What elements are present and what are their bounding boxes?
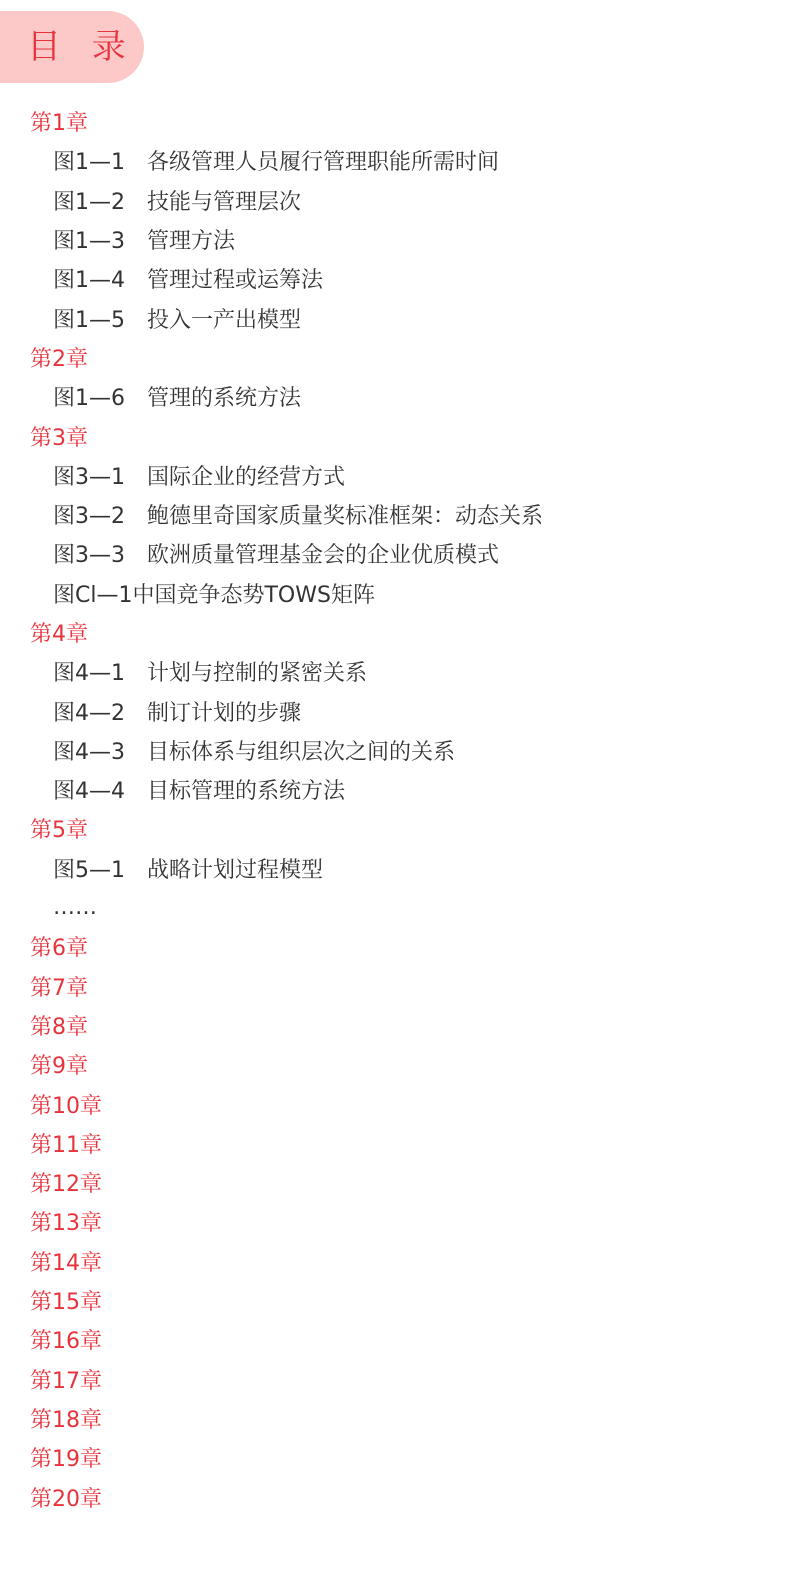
figure-title: 管理过程或运筹法 — [147, 268, 324, 294]
figure-number: 图5—1 — [53, 857, 125, 883]
toc-figure-item[interactable] — [0, 652, 790, 691]
chapter-label: 第10章 — [30, 1093, 102, 1119]
chapter-label: 第1章 — [30, 111, 88, 137]
chapter-label: 第11章 — [30, 1132, 102, 1158]
chapter-label: 第6章 — [30, 936, 88, 962]
toc-chapter-item[interactable] — [0, 1360, 790, 1399]
toc-figure-item[interactable] — [0, 181, 790, 220]
figure-number: 图1—3 — [53, 229, 125, 255]
toc-chapter-item[interactable] — [0, 338, 790, 377]
chapter-label: 第3章 — [30, 425, 88, 451]
toc-figure-item[interactable] — [0, 495, 790, 534]
figure-number: 图4—1 — [53, 661, 125, 687]
chapter-label: 第17章 — [30, 1368, 102, 1394]
ellipsis-text: …… — [53, 895, 97, 921]
chapter-label: 第15章 — [30, 1290, 102, 1316]
toc-chapter-item[interactable] — [0, 1242, 790, 1281]
toc-figure-item[interactable] — [0, 259, 790, 298]
toc-figure-item[interactable] — [0, 377, 790, 416]
chapter-label: 第4章 — [30, 622, 88, 647]
figure-title: 国际企业的经营方式 — [147, 464, 346, 490]
figure-title: 目标体系与组织层次之间的关系 — [147, 739, 456, 765]
toc-figure-item[interactable] — [0, 298, 790, 337]
figure-title: 管理方法 — [147, 229, 236, 255]
toc-figure-item[interactable] — [0, 849, 790, 888]
toc-figure-item[interactable] — [0, 574, 790, 613]
toc-chapter-item[interactable] — [0, 1163, 790, 1202]
figure-number: 图1—4 — [53, 268, 125, 294]
toc-figure-item[interactable] — [0, 731, 790, 770]
toc-chapter-item[interactable] — [0, 1124, 790, 1163]
figure-number: 图1—6 — [53, 386, 125, 412]
figure-title: 管理的系统方法 — [147, 386, 302, 412]
toc-chapter-item[interactable] — [0, 967, 790, 1006]
chapter-label: 第14章 — [30, 1250, 102, 1276]
figure-title: 制订计划的步骤 — [147, 700, 302, 726]
toc-figure-item[interactable] — [0, 141, 790, 180]
figure-number: 图1—2 — [53, 189, 125, 215]
toc-chapter-item[interactable] — [0, 1202, 790, 1241]
figure-number: 图4—4 — [53, 779, 125, 805]
figure-title: 计划与控制的紧密关系 — [147, 661, 368, 687]
toc-chapter-item[interactable] — [0, 1045, 790, 1084]
toc-chapter-item[interactable] — [0, 1281, 790, 1320]
toc-ellipsis — [0, 888, 790, 927]
chapter-label: 第7章 — [30, 975, 88, 1001]
figure-title: 中国竞争态势TOWS矩阵 — [132, 582, 375, 608]
toc-figure-item[interactable] — [0, 220, 790, 259]
chapter-label: 第12章 — [30, 1172, 102, 1198]
toc-figure-item[interactable] — [0, 770, 790, 809]
toc-chapter-item[interactable] — [0, 613, 790, 652]
chapter-label: 第2章 — [30, 346, 88, 372]
figure-number: 图1—1 — [53, 150, 125, 176]
figure-title: 欧洲质量管理基金会的企业优质模式 — [147, 543, 500, 569]
chapter-label: 第13章 — [30, 1211, 102, 1237]
figure-number: 图1—5 — [53, 307, 125, 333]
chapter-label: 第20章 — [30, 1486, 102, 1512]
toc-chapter-item[interactable] — [0, 1438, 790, 1477]
toc-chapter-item[interactable] — [0, 1084, 790, 1123]
chapter-label: 第18章 — [30, 1407, 102, 1433]
figure-title: 技能与管理层次 — [147, 189, 302, 215]
toc-title: 目 录 — [27, 27, 136, 67]
toc-chapter-item[interactable] — [0, 416, 790, 455]
toc-figure-item[interactable] — [0, 534, 790, 573]
figure-title: 鲍德里奇国家质量奖标准框架：动态关系 — [147, 504, 544, 530]
toc-figure-item[interactable] — [0, 456, 790, 495]
chapter-label: 第19章 — [30, 1447, 102, 1473]
toc-chapter-item[interactable] — [0, 1399, 790, 1438]
figure-number: 图3—3 — [53, 543, 125, 569]
figure-number: 图3—1 — [53, 464, 125, 490]
toc-chapter-item[interactable] — [0, 927, 790, 966]
toc-figure-item[interactable] — [0, 691, 790, 730]
figure-number: 图3—2 — [53, 504, 125, 530]
chapter-label: 第9章 — [30, 1054, 88, 1080]
chapter-label: 第16章 — [30, 1329, 102, 1355]
toc-chapter-item[interactable] — [0, 102, 790, 141]
figure-title: 投入一产出模型 — [147, 307, 302, 333]
figure-number: 图4—3 — [53, 739, 125, 765]
chapter-label: 第5章 — [30, 818, 88, 844]
toc-chapter-item[interactable] — [0, 1006, 790, 1045]
figure-title: 各级管理人员履行管理职能所需时间 — [147, 150, 500, 176]
figure-number: 图Cl—1 — [53, 582, 133, 608]
toc-chapter-item[interactable] — [0, 1477, 790, 1516]
chapter-label: 第8章 — [30, 1014, 88, 1040]
toc-header-banner — [0, 11, 144, 83]
figure-number: 图4—2 — [53, 700, 125, 726]
toc-chapter-item[interactable] — [0, 809, 790, 848]
figure-title: 目标管理的系统方法 — [147, 779, 346, 805]
figure-title: 战略计划过程模型 — [147, 857, 324, 883]
toc-chapter-item[interactable] — [0, 1320, 790, 1359]
table-of-contents — [0, 102, 790, 1517]
